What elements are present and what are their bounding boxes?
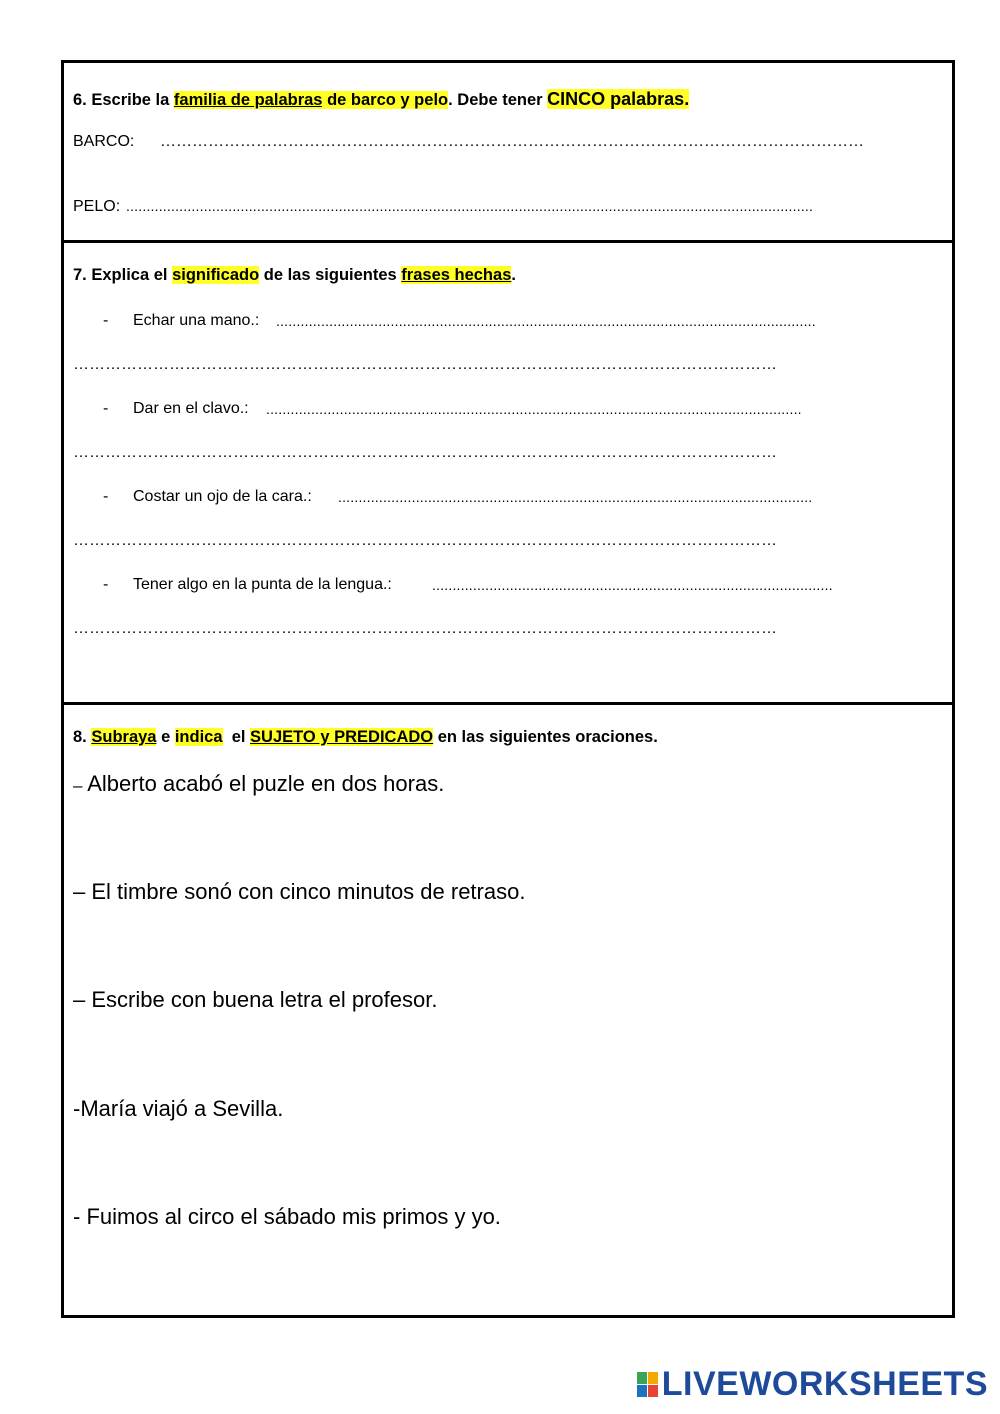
answer-line[interactable]: ……………………………………………………………………………………………………………………: [73, 356, 777, 373]
section-8-highlight-subraya: Subraya: [91, 728, 157, 746]
section-7-highlight-significado: significado: [172, 266, 260, 284]
section-7: [64, 240, 952, 702]
section-8-heading: [73, 728, 658, 747]
worksheet: [61, 60, 955, 1318]
section-8-e: e: [156, 728, 175, 746]
pelo-answer-line[interactable]: ........................................................................................................................................................................: [126, 198, 814, 214]
pelo-label: PELO:: [73, 198, 121, 215]
sentence-dash: -: [73, 1096, 81, 1121]
answer-line[interactable]: ……………………………………………………………………………………………………………………: [73, 532, 777, 549]
idiom-tener-algo-en-la-punta: Tener algo en la punta de la lengua.:: [133, 576, 392, 593]
section-6-heading: [73, 89, 689, 110]
section-7-number: 7. Explica el: [73, 266, 173, 284]
logo-text: LIVEWORKSHEETS: [661, 1365, 988, 1403]
idiom-dar-en-el-clavo: Dar en el clavo.:: [133, 400, 249, 417]
section-6-barco-pelo: de barco y pelo: [322, 91, 449, 109]
item-dash: -: [103, 488, 109, 505]
sentence-text: María viajó a Sevilla.: [80, 1096, 284, 1121]
logo-block: [637, 1372, 647, 1384]
sentence-5[interactable]: [73, 1204, 501, 1230]
section-6: [64, 63, 952, 240]
section-8-number: 8.: [73, 728, 92, 746]
section-6-highlight-cinco: CINCO palabras.: [547, 89, 690, 109]
section-6-number: 6. Escribe la: [73, 91, 174, 109]
section-6-instruction: . Debe tener: [448, 91, 548, 109]
logo-blocks-icon: [637, 1372, 658, 1397]
sentence-dash: -: [73, 1204, 87, 1229]
idiom-costar-un-ojo-de-la-cara: Costar un ojo de la cara.:: [133, 488, 312, 505]
section-8-highlight-sujeto-predicado: SUJETO y PREDICADO: [250, 728, 434, 746]
section-8-highlight-indica: indica: [174, 728, 223, 746]
sentence-4[interactable]: [73, 1096, 283, 1122]
section-6-highlight-family: familia de palabras: [173, 91, 323, 109]
section-8-instruction: en las siguientes oraciones.: [433, 728, 658, 746]
answer-line[interactable]: ...................................................................................................................................: [266, 401, 802, 417]
sentence-dash: –: [73, 776, 88, 795]
answer-line[interactable]: ……………………………………………………………………………………………………………………: [73, 444, 777, 461]
item-dash: -: [103, 400, 109, 417]
logo-block: [648, 1385, 658, 1397]
section-7-period: .: [511, 266, 516, 284]
section-7-instruction: de las siguientes: [259, 266, 402, 284]
barco-answer-line[interactable]: ……………………………………………………………………………………………………………………: [160, 133, 864, 150]
idiom-echar-una-mano: Echar una mano.:: [133, 312, 260, 329]
section-7-heading: [73, 266, 516, 285]
section-7-highlight-frases: frases hechas: [401, 266, 512, 284]
answer-line[interactable]: ....................................................................................................................: [338, 489, 813, 505]
sentence-dash: –: [73, 987, 92, 1012]
sentence-2[interactable]: [73, 879, 525, 905]
item-dash: -: [103, 312, 109, 329]
sentence-text: El timbre sonó con cinco minutos de retraso.: [91, 879, 526, 904]
section-8-el: el: [222, 728, 251, 746]
sentence-text: Alberto acabó el puzle en dos horas.: [87, 771, 445, 796]
liveworksheets-logo: [637, 1365, 988, 1404]
sentence-text: Escribe con buena letra el profesor.: [91, 987, 438, 1012]
logo-block: [648, 1372, 658, 1384]
barco-label: BARCO:: [73, 133, 135, 150]
answer-line[interactable]: ..................................................................................................: [432, 577, 833, 593]
sentence-3[interactable]: [73, 987, 437, 1013]
logo-block: [637, 1385, 647, 1397]
answer-line[interactable]: ……………………………………………………………………………………………………………………: [73, 620, 777, 637]
section-8: [64, 702, 952, 1315]
answer-line[interactable]: ....................................................................................................................................: [276, 313, 816, 329]
sentence-1[interactable]: [73, 771, 444, 797]
item-dash: -: [103, 576, 109, 593]
sentence-text: Fuimos al circo el sábado mis primos y yo.: [86, 1204, 501, 1229]
sentence-dash: –: [73, 879, 92, 904]
